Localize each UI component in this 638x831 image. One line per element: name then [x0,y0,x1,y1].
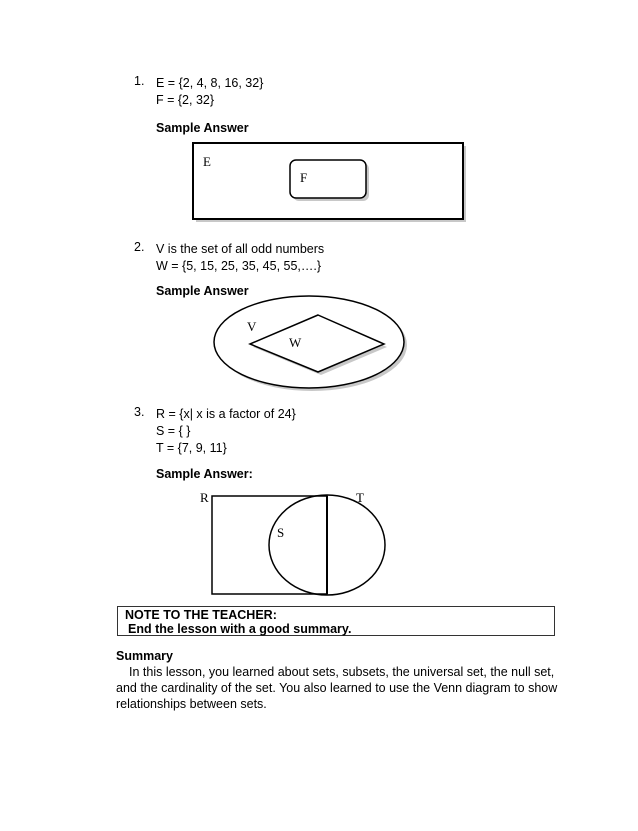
item-2-line-2: W = {5, 15, 25, 35, 45, 55,….} [156,259,322,273]
teacher-note-text: End the lesson with a good summary. [128,622,352,636]
item-2-answer-label: Sample Answer [156,284,249,298]
teacher-note-title: NOTE TO THE TEACHER: [125,608,277,622]
diagram-2-label-w: W [289,335,302,350]
teacher-note-box [117,606,555,636]
diagram-1-label-f: F [300,170,308,185]
item-2-line-1: V is the set of all odd numbers [156,242,325,256]
summary-text [116,664,566,712]
diagram-1-label-e: E [203,154,211,169]
item-2-number: 2. [134,240,145,254]
item-1-line-1: E = {2, 4, 8, 16, 32} [156,76,264,90]
summary-paragraph: In this lesson, you learned about sets, subsets, the universal set, the null set, and the cardinality of the set. You also learned to use the Venn diagram to show relationships between sets. [116,665,558,711]
item-3-answer-label: Sample Answer: [156,467,253,481]
diagram-3-label-r: R [200,490,209,505]
item-3-line-3: T = {7, 9, 11} [156,441,227,455]
item-1-answer-label: Sample Answer [156,121,249,135]
summary-heading: Summary [116,649,173,663]
diagram-2-label-v: V [247,319,257,334]
diagram-3-label-t: T [356,490,364,505]
item-1-number: 1. [134,74,145,88]
item-1-line-2: F = {2, 32} [156,93,215,107]
item-3-line-2: S = { } [156,424,191,438]
item-3-line-1: R = {x| x is a factor of 24} [156,407,296,421]
diagram-3-label-s: S [277,525,285,540]
item-3-number: 3. [134,405,145,419]
